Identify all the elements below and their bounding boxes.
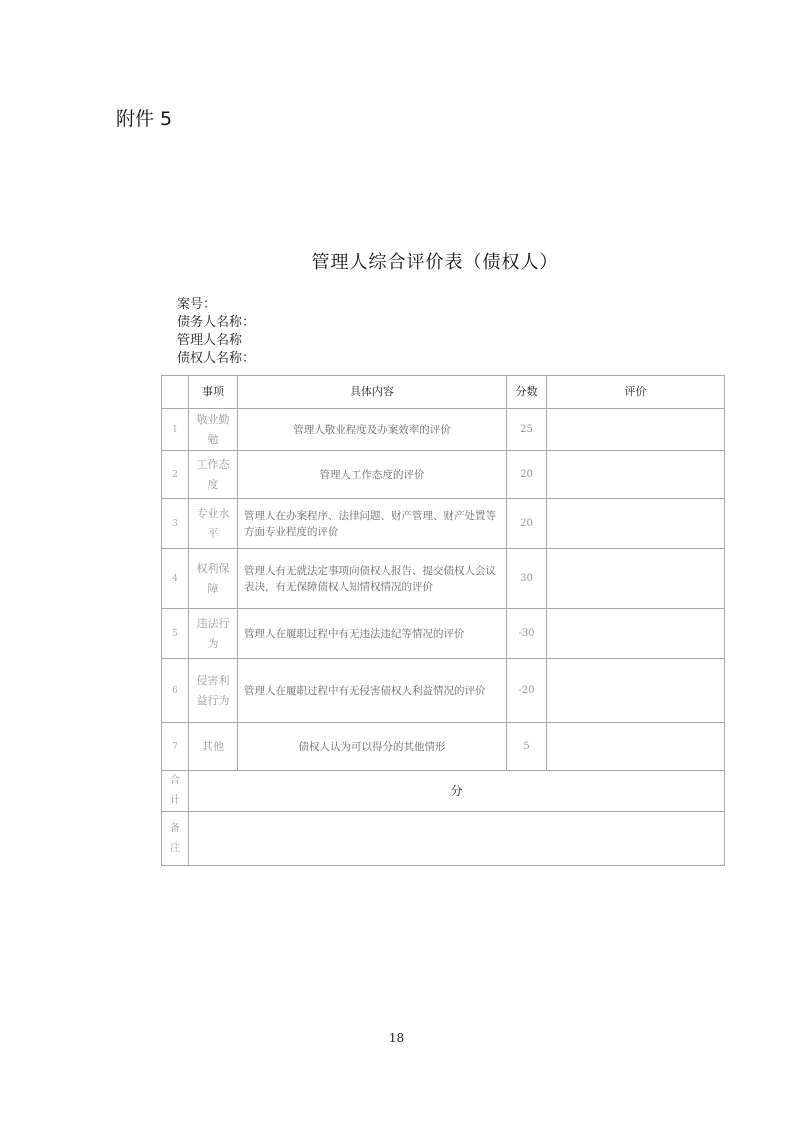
total-value[interactable]: 分 (189, 771, 725, 812)
row-score: -30 (507, 609, 547, 659)
row-score: 5 (507, 723, 547, 771)
row-item: 侵害利益行为 (189, 659, 238, 723)
table-row (162, 499, 725, 549)
creditor-name-label: 债权人名称： (177, 351, 256, 366)
row-score: 20 (507, 451, 547, 499)
table-header-row (162, 376, 725, 409)
row-content: 管理人在办案程序、法律问题、财产管理、财产处置等方面专业程度的评价 (238, 499, 507, 549)
row-content: 管理人在履职过程中有无违法违纪等情况的评价 (238, 609, 507, 659)
row-score: -20 (507, 659, 547, 723)
table-row (162, 659, 725, 723)
form-fields (177, 296, 255, 368)
row-evaluation[interactable] (547, 609, 725, 659)
row-score: 25 (507, 409, 547, 451)
row-content: 管理人敬业程度及办案效率的评价 (238, 409, 507, 451)
row-evaluation[interactable] (547, 409, 725, 451)
row-item: 权利保障 (189, 549, 238, 609)
row-evaluation[interactable] (547, 499, 725, 549)
row-content: 管理人有无就法定事项向债权人报告、提交债权人会议表决，有无保障债权人知情权情况的评价 (238, 549, 507, 609)
row-item: 专业水平 (189, 499, 238, 549)
table-row (162, 609, 725, 659)
row-content: 管理人在履职过程中有无侵害债权人利益情况的评价 (238, 659, 507, 723)
header-score: 分数 (507, 376, 547, 409)
total-row (162, 771, 725, 812)
table-row (162, 723, 725, 771)
administrator-name-label: 管理人名称 (177, 333, 243, 348)
remarks-row (162, 812, 725, 866)
row-item: 工作态度 (189, 451, 238, 499)
remarks-value[interactable] (189, 812, 725, 866)
row-item: 敬业勤勉 (189, 409, 238, 451)
row-item: 其他 (189, 723, 238, 771)
total-label: 合计 (162, 771, 189, 812)
debtor-name-label: 债务人名称： (177, 315, 256, 330)
form-title: 管理人综合评价表（债权人） (311, 252, 559, 273)
header-no (162, 376, 189, 409)
row-number: 1 (162, 409, 189, 451)
row-number: 6 (162, 659, 189, 723)
row-evaluation[interactable] (547, 723, 725, 771)
case-number-label: 案号： (177, 297, 217, 312)
row-content: 管理人工作态度的评价 (238, 451, 507, 499)
remarks-label: 备注 (162, 812, 189, 866)
row-content: 债权人认为可以得分的其他情形 (238, 723, 507, 771)
row-item: 违法行为 (189, 609, 238, 659)
row-score: 20 (507, 499, 547, 549)
row-number: 5 (162, 609, 189, 659)
attachment-label: 附件 5 (116, 108, 173, 130)
page-number: 18 (388, 1031, 405, 1045)
row-number: 2 (162, 451, 189, 499)
header-item: 事项 (189, 376, 238, 409)
row-number: 4 (162, 549, 189, 609)
header-evaluation: 评价 (547, 376, 725, 409)
row-evaluation[interactable] (547, 451, 725, 499)
row-score: 30 (507, 549, 547, 609)
row-evaluation[interactable] (547, 659, 725, 723)
evaluation-table (161, 375, 725, 866)
evaluation-form (155, 240, 727, 860)
row-number: 7 (162, 723, 189, 771)
table-row (162, 409, 725, 451)
row-evaluation[interactable] (547, 549, 725, 609)
row-number: 3 (162, 499, 189, 549)
table-row (162, 549, 725, 609)
table-row (162, 451, 725, 499)
header-content: 具体内容 (238, 376, 507, 409)
